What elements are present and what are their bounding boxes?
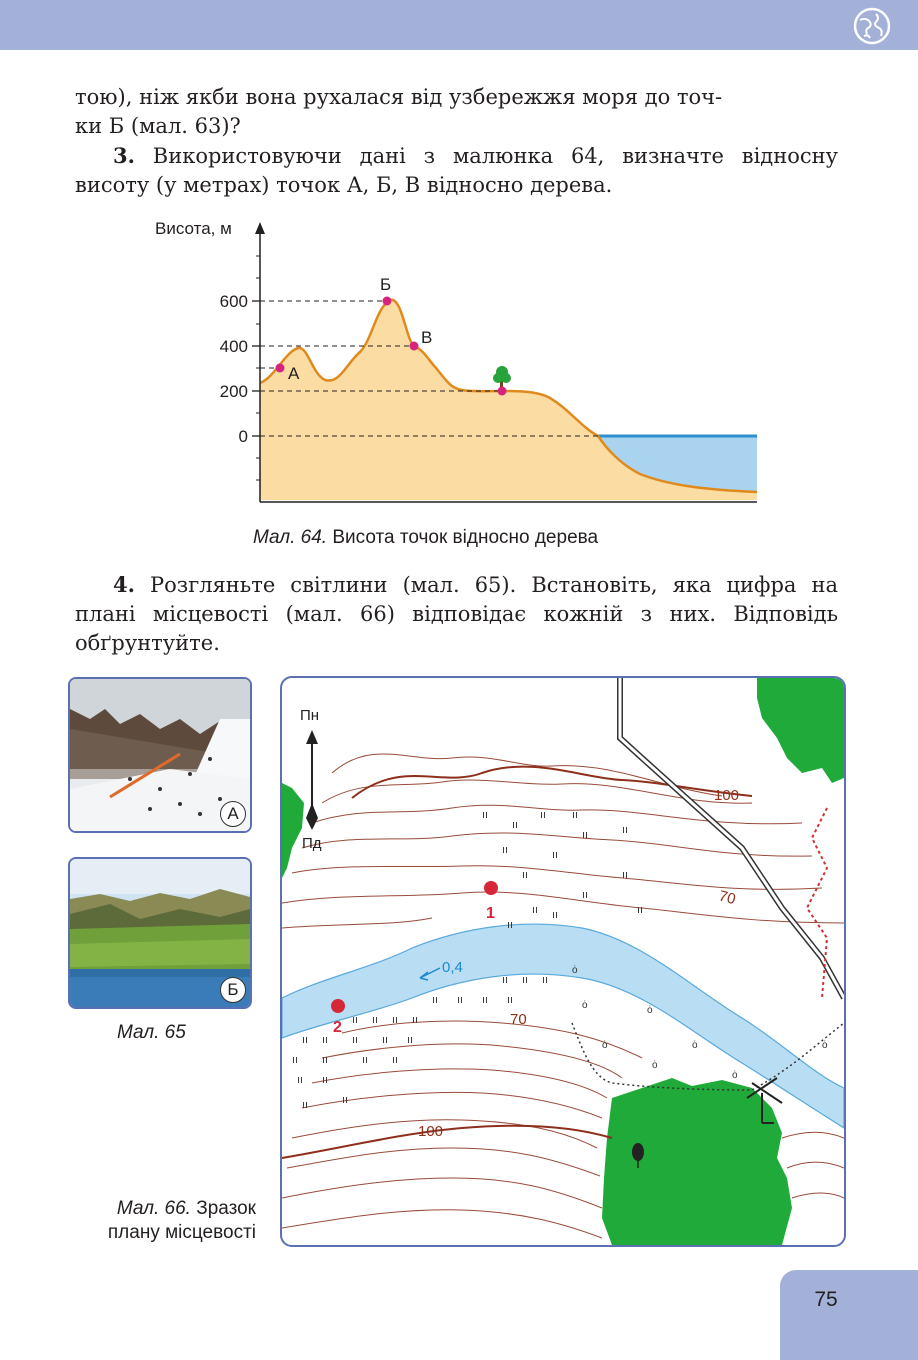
svg-text:ıı: ıı bbox=[540, 809, 547, 821]
contour-label-70-top: 70 bbox=[716, 887, 738, 909]
svg-text:ıı: ıı bbox=[532, 904, 539, 916]
svg-text:ıı: ıı bbox=[352, 1014, 359, 1026]
caption-text: Висота точок відносно дерева bbox=[327, 527, 599, 548]
task-text: Розгляньте світлини (мал. 65). Встановіть, яка цифра на плані місцевості (мал. 66) відповідає кожній з них. Відповідь обґрунтуйте. bbox=[75, 573, 838, 655]
y-axis-arrow bbox=[255, 222, 265, 234]
point-b-label: Б bbox=[380, 275, 392, 294]
point-1-label: 1 bbox=[486, 905, 495, 922]
tree-point-marker bbox=[498, 387, 507, 396]
svg-text:ıı: ıı bbox=[482, 809, 489, 821]
svg-text:ıı: ıı bbox=[322, 1054, 329, 1066]
figure-64-caption bbox=[253, 527, 598, 549]
svg-text:ıı: ıı bbox=[457, 994, 464, 1006]
north-label: Пн bbox=[300, 707, 320, 724]
photo-b bbox=[68, 857, 252, 1009]
svg-text:ıı: ıı bbox=[572, 809, 579, 821]
elevation-profile-chart bbox=[150, 212, 770, 512]
terrain-plan-map bbox=[280, 676, 846, 1247]
svg-text:ıı: ıı bbox=[622, 869, 629, 881]
forest-top-left bbox=[282, 783, 304, 878]
task-number: 3. bbox=[113, 143, 135, 168]
point-2-marker bbox=[331, 999, 345, 1013]
point-v-label: В bbox=[421, 328, 433, 347]
svg-text:ıı: ıı bbox=[552, 909, 559, 921]
forest-top-right bbox=[757, 678, 844, 783]
svg-text:ȯ: ȯ bbox=[732, 1070, 738, 1081]
caption-text: Зразок bbox=[190, 1198, 256, 1219]
figure-65-caption bbox=[117, 1022, 186, 1044]
map-canvas bbox=[282, 678, 844, 1245]
contour-label-100-top: 100 bbox=[714, 787, 740, 804]
caption-number: Мал. 66. bbox=[116, 1198, 191, 1219]
north-arrow bbox=[306, 730, 318, 830]
svg-text:ıı: ıı bbox=[552, 849, 559, 861]
figure-66-caption bbox=[84, 1197, 256, 1245]
south-label: Пд bbox=[302, 835, 322, 852]
page-number: 75 bbox=[814, 1288, 838, 1311]
svg-text:ıı: ıı bbox=[322, 1074, 329, 1086]
point-2-label: 2 bbox=[333, 1019, 342, 1036]
globe-icon bbox=[852, 6, 892, 46]
y-tick-label: 200 bbox=[219, 382, 248, 401]
svg-text:ıı: ıı bbox=[392, 1014, 399, 1026]
svg-text:ȯ: ȯ bbox=[572, 965, 578, 976]
y-tick-label: 0 bbox=[238, 427, 248, 446]
svg-text:ıı: ıı bbox=[512, 819, 519, 831]
y-tick-label: 600 bbox=[219, 292, 248, 311]
caption-number: Мал. 64. bbox=[253, 527, 328, 548]
svg-text:ıı: ıı bbox=[432, 994, 439, 1006]
svg-text:ıı: ıı bbox=[382, 1034, 389, 1046]
point-1-marker bbox=[484, 881, 498, 895]
point-b-marker bbox=[383, 297, 392, 306]
svg-text:ıı: ıı bbox=[412, 1014, 419, 1026]
svg-text:ıı: ıı bbox=[622, 824, 629, 836]
svg-text:ıı: ıı bbox=[507, 919, 514, 931]
photo-a-badge: А bbox=[220, 801, 246, 827]
task-4 bbox=[75, 570, 838, 658]
caption-text: плану місцевості bbox=[107, 1222, 256, 1243]
svg-text:ȯ: ȯ bbox=[692, 1040, 698, 1051]
svg-text:ıı: ıı bbox=[502, 844, 509, 856]
point-a-label: А bbox=[288, 364, 300, 383]
svg-text:ıı: ıı bbox=[582, 829, 589, 841]
photo-b-badge: Б bbox=[220, 977, 246, 1003]
river-speed-label: 0,4 bbox=[442, 959, 463, 976]
task-text: Використовуючи дані з малюнка 64, визначте відносну висоту (у метрах) точок А, Б, В відносно дерева. bbox=[75, 144, 838, 197]
svg-text:ȯ: ȯ bbox=[652, 1060, 658, 1071]
contour-label-100-bottom: 100 bbox=[418, 1123, 444, 1140]
svg-text:ıı: ıı bbox=[407, 1034, 414, 1046]
svg-text:ıı: ıı bbox=[582, 889, 589, 901]
svg-text:ıı: ıı bbox=[297, 1074, 304, 1086]
svg-text:ȯ: ȯ bbox=[582, 1000, 588, 1011]
svg-text:ȯ: ȯ bbox=[822, 1040, 828, 1051]
paragraph-continuation bbox=[75, 83, 838, 141]
contour-label-70-bottom: 70 bbox=[510, 1011, 527, 1028]
task-3 bbox=[75, 141, 838, 200]
caption-number: Мал. 65 bbox=[117, 1022, 186, 1043]
svg-text:ıı: ıı bbox=[542, 974, 549, 986]
forest-bottom bbox=[602, 1078, 792, 1245]
point-v-marker bbox=[410, 342, 419, 351]
svg-text:ıı: ıı bbox=[502, 974, 509, 986]
cliff bbox=[807, 808, 827, 998]
svg-text:ıı: ıı bbox=[302, 1034, 309, 1046]
point-a-marker bbox=[276, 364, 285, 373]
page-number-tab bbox=[780, 1270, 918, 1360]
y-tick-label: 400 bbox=[219, 337, 248, 356]
svg-text:ıı: ıı bbox=[507, 994, 514, 1006]
svg-text:ıı: ıı bbox=[302, 1099, 309, 1111]
text-line: тою), ніж якби вона рухалася від узбережжя моря до точ- bbox=[75, 85, 723, 109]
svg-text:ıı: ıı bbox=[522, 869, 529, 881]
tree-icon bbox=[493, 366, 511, 387]
svg-text:ıı: ıı bbox=[372, 1014, 379, 1026]
svg-text:ıı: ıı bbox=[322, 1034, 329, 1046]
svg-text:ıı: ıı bbox=[522, 974, 529, 986]
svg-text:ȯ: ȯ bbox=[647, 1005, 653, 1016]
photo-a bbox=[68, 677, 252, 833]
text-line: ки Б (мал. 63)? bbox=[75, 114, 241, 138]
svg-text:ȯ: ȯ bbox=[602, 1040, 608, 1051]
svg-text:ıı: ıı bbox=[637, 904, 644, 916]
svg-text:ıı: ıı bbox=[292, 1054, 299, 1066]
svg-text:ıı: ıı bbox=[362, 1054, 369, 1066]
y-axis-label: Висота, м bbox=[155, 219, 232, 238]
svg-text:ıı: ıı bbox=[482, 994, 489, 1006]
top-header-bar bbox=[0, 0, 918, 50]
svg-text:ıı: ıı bbox=[342, 1094, 349, 1106]
svg-text:ıı: ıı bbox=[352, 1034, 359, 1046]
svg-text:ıı: ıı bbox=[392, 1054, 399, 1066]
task-number: 4. bbox=[113, 572, 135, 597]
